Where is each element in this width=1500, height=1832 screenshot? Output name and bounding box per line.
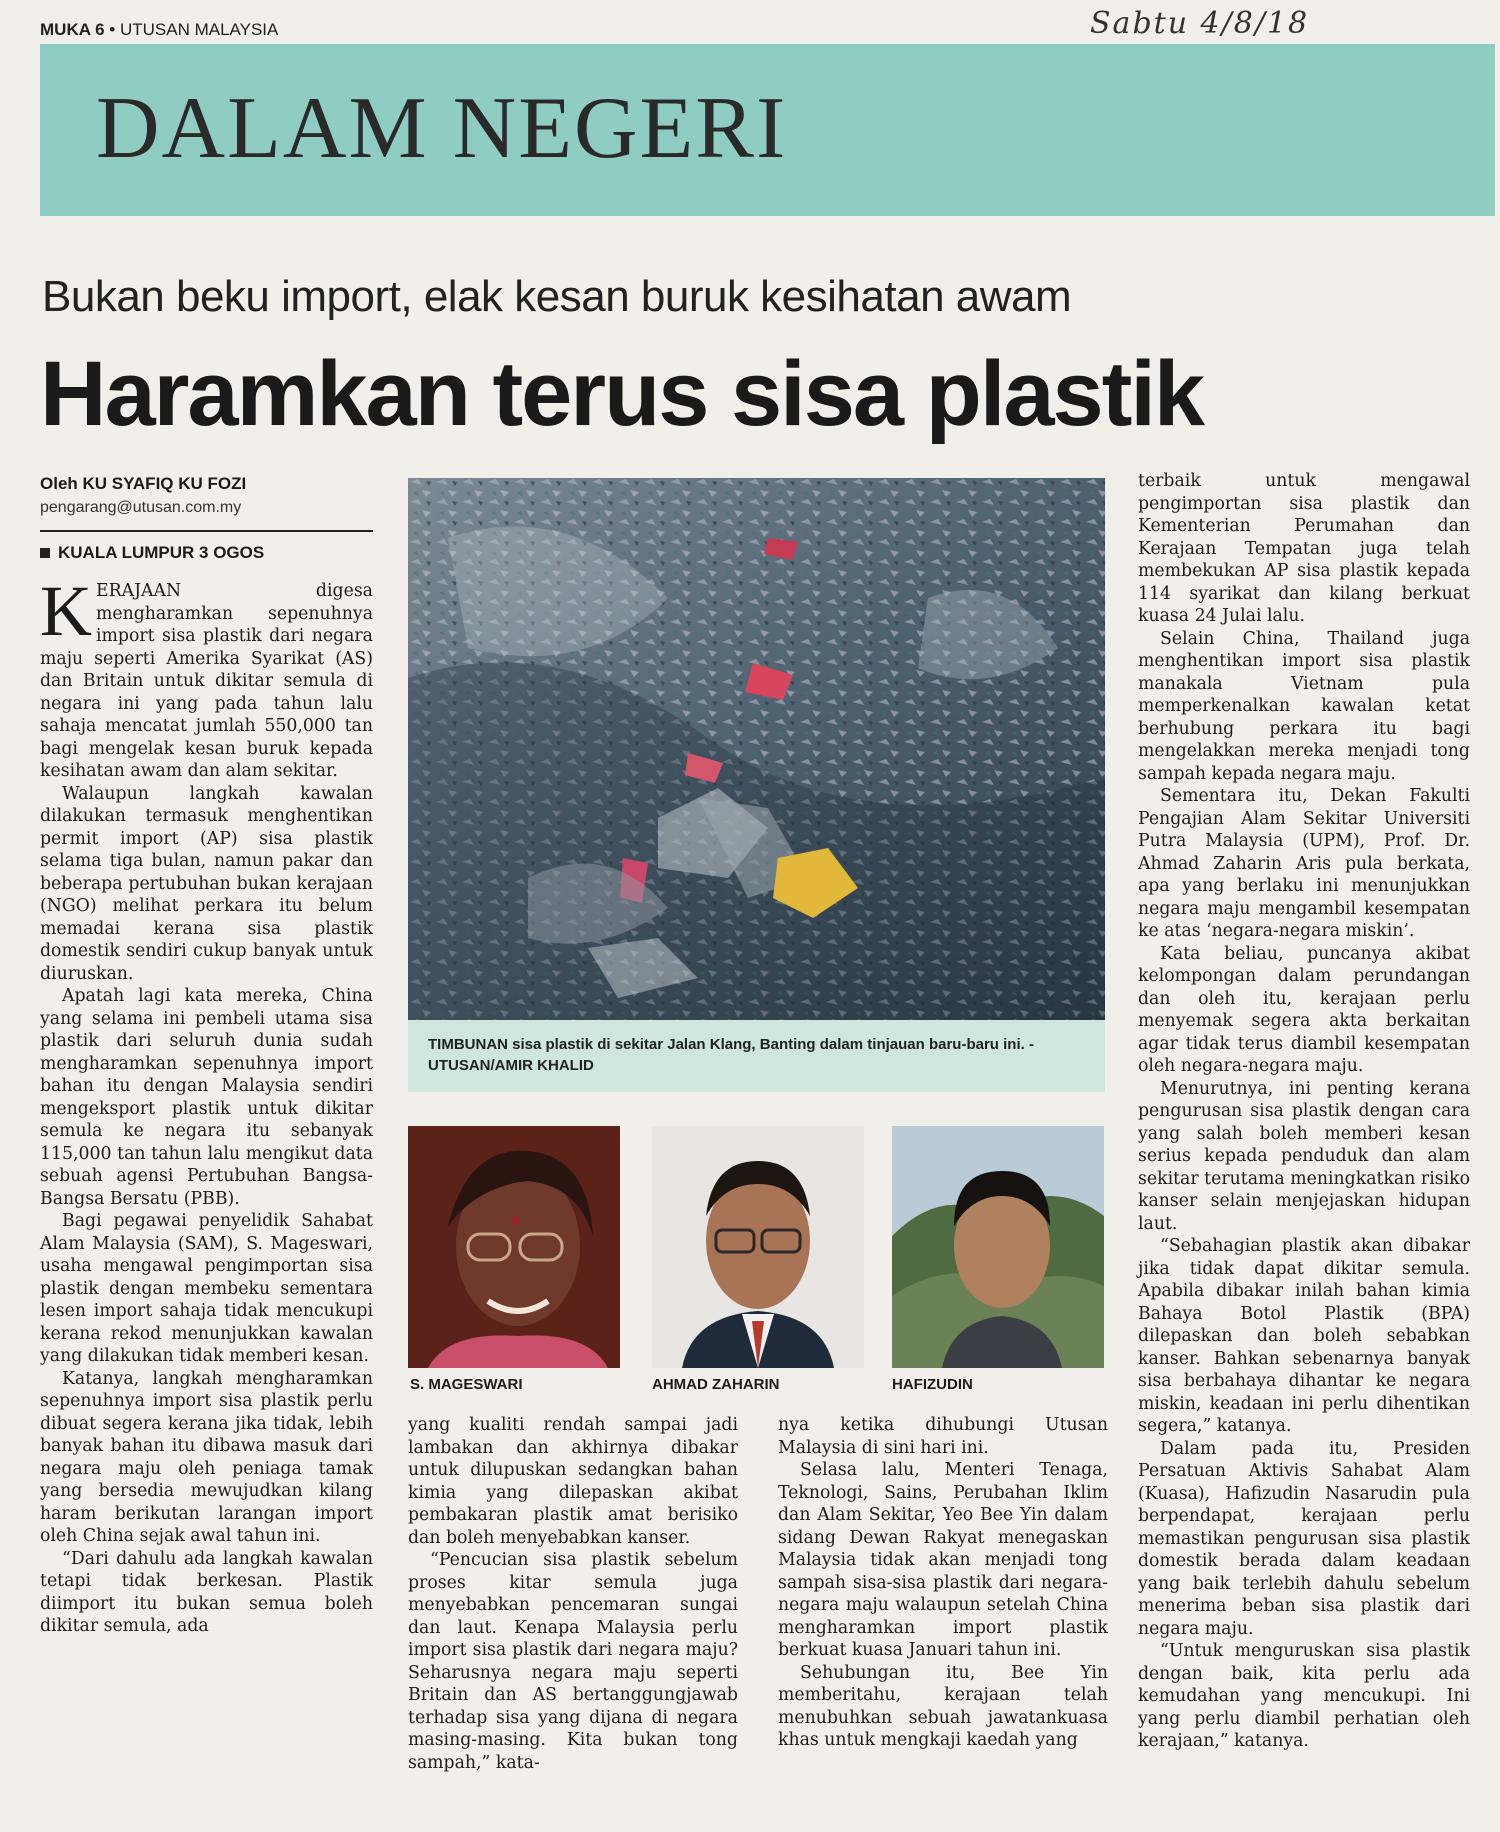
plastic-waste-photo	[408, 478, 1105, 1020]
handwritten-date: Sabtu 4/8/18	[1090, 6, 1310, 41]
author-email: pengarang@utusan.com.my	[40, 499, 242, 516]
article-column-1	[40, 571, 373, 1638]
page-number: MUKA 6	[40, 20, 105, 39]
paragraph: “Dari dahulu ada langkah kawalan tetapi tidak berkesan. Plastik diimport itu bukan semua boleh dikitar semula, ada	[40, 1548, 373, 1636]
byline: Oleh KU SYAFIQ KU FOZI	[40, 474, 247, 493]
portrait-ahmad-zaharin	[652, 1126, 864, 1368]
article-column-3	[778, 1414, 1108, 1752]
paragraph: nya ketika dihubungi Utusan Malaysia di sini hari ini.	[778, 1415, 1108, 1458]
dateline-text: KUALA LUMPUR 3 OGOS	[58, 543, 265, 562]
paragraph: Walaupun langkah kawalan dilakukan termasuk menghentikan permit import (AP) sisa plastik selama tiga bulan, namun pakar dan beberapa pertubuhan bukan kerajaan (NGO) melihat perkara itu belum memadai kerana sisa plastik domestik sendiri cukup banyak untuk diuruskan.	[40, 783, 373, 984]
paragraph: “Untuk menguruskan sisa plastik dengan baik, kita perlu ada kemudahan yang mencukupi. Ini yang perlu diambil perhatian oleh kerajaan,” katanya.	[1138, 1641, 1470, 1751]
portrait-name-mageswari: S. MAGESWARI	[410, 1376, 523, 1393]
byline-divider	[40, 530, 373, 532]
article-headline: Haramkan terus sisa plastik	[40, 343, 1204, 445]
paragraph: Apatah lagi kata mereka, China yang selama ini pembeli utama sisa plastik dari seluruh dunia sudah mengharamkan sepenuhnya import bahan itu dengan Malaysia sendiri mengeksport plastik untuk dikitar semula ke negara itu sebanyak 115,000 tan tahun lalu mengikut data sebuah agensi Pertubuhan Bangsa-Bangsa Bersatu (PBB).	[40, 986, 373, 1209]
article-column-2	[408, 1414, 738, 1774]
paragraph: Selasa lalu, Menteri Tenaga, Teknologi, Sains, Perubahan Iklim dan Alam Sekitar, Yeo Bee Yin dalam sidang Dewan Rakyat menegaskan Malaysia tidak akan menjadi tong sampah sisa-sisa plastik dari negara-negara maju walaupun setelah China mengharamkan import plastik berkuat kuasa Januari tahun ini.	[778, 1460, 1108, 1660]
paragraph: “Pencucian sisa plastik sebelum proses kitar semula juga menyebabkan pencemaran sungai dan laut. Kenapa Malaysia perlu import sisa plastik dari negara maju? Seharusnya negara maju seperti Britain dan AS bertanggungjawab terhadap sisa yang dijana di negara masing-masing. Kita bukan tong sampah,” kata-	[408, 1550, 738, 1773]
portrait-name-ahmad-zaharin: AHMAD ZAHARIN	[652, 1376, 780, 1393]
drop-cap: K	[40, 571, 92, 651]
dateline	[40, 543, 264, 563]
photo-caption: TIMBUNAN sisa plastik di sekitar Jalan Klang, Banting dalam tinjauan baru-baru ini. - UTUSAN/AMIR KHALID	[428, 1036, 1034, 1074]
masthead	[40, 20, 278, 40]
section-title: DALAM NEGERI	[96, 80, 788, 177]
paragraph: Sementara itu, Dekan Fakulti Pengajian Alam Sekitar Universiti Putra Malaysia (UPM), Prof. Dr. Ahmad Zaharin Aris pula berkata, apa yang berlaku ini menunjukkan negara maju mengambil kesempatan ke atas ‘negara-negara miskin’.	[1138, 786, 1470, 941]
portrait-name-hafizudin: HAFIZUDIN	[892, 1376, 973, 1393]
paragraph: Kata beliau, puncanya akibat kelompongan dalam perundangan dan oleh itu, kerajaan perlu menyemak segera akta berkaitan agar tidak terus diambil kesempatan oleh negara-negara maju.	[1138, 943, 1470, 1076]
paragraph	[40, 571, 373, 783]
article-column-4	[1138, 470, 1470, 1753]
article-subheadline: Bukan beku import, elak kesan buruk kesihatan awam	[42, 272, 1072, 321]
bullet-square-icon	[40, 548, 50, 558]
paragraph-text: ERAJAAN digesa mengharamkan sepenuhnya import sisa plastik dari negara maju seperti Amerika Syarikat (AS) dan Britain untuk dikitar semula di negara ini yang pada tahun lalu sahaja mencatat jumlah 550,000 tan bagi mengelak kesan buruk kepada kesihatan awam dan alam sekitar.	[40, 581, 373, 781]
paragraph: Selain China, Thailand juga menghentikan import sisa plastik manakala Vietnam pula memperkenalkan kawalan ketat berhubung perkara itu bagi mengelakkan mereka menjadi tong sampah kepada negara maju.	[1138, 628, 1470, 784]
paragraph: Menurutnya, ini penting kerana pengurusan sisa plastik dengan cara yang salah boleh memberi kesan serius kepada penduduk dan alam sekitar terutama meningkatkan risiko kanser selain menjejaskan hidupan laut.	[1138, 1078, 1470, 1234]
portrait-mageswari	[408, 1126, 620, 1368]
paragraph: “Sebahagian plastik akan dibakar jika tidak dapat dikitar semula. Apabila dibakar inilah bahan kimia Bahaya Botol Plastik (BPA) dilepaskan dan boleh sebabkan kanser. Bahkan sebenarnya banyak sisa berbahaya dihantar ke negara miskin, keadaan ini perlu dihentikan segera,” katanya.	[1138, 1236, 1470, 1436]
paragraph: Dalam pada itu, Presiden Persatuan Aktivis Sahabat Alam (Kuasa), Hafizudin Nasarudin pula berpendapat, kerajaan perlu memastikan pengurusan sisa plastik domestik berada dalam keadaan yang baik terlebih dahulu sebelum menerima beban sisa plastik dari negara maju.	[1138, 1438, 1470, 1639]
paragraph: terbaik untuk mengawal pengimportan sisa plastik dan Kementerian Perumahan dan Kerajaan Tempatan juga telah membekukan AP sisa plastik kepada 114 syarikat dan kilang berkuat kuasa 24 Julai lalu.	[1138, 471, 1470, 626]
publication-name: UTUSAN MALAYSIA	[119, 20, 279, 39]
paragraph: Bagi pegawai penyelidik Sahabat Alam Malaysia (SAM), S. Mageswari, usaha mengawal pengimportan sisa plastik dengan membeku sementara lesen import sahaja tidak mencukupi kerana rekod menunjukkan kawalan yang dilakukan tidak memberi kesan.	[40, 1211, 373, 1366]
paragraph: Katanya, langkah mengharamkan sepenuhnya import sisa plastik perlu dibuat segera kerana jika tidak, lebih banyak bahan itu dibawa masuk dari negara maju oleh peniaga tamak yang bersedia mewujudkan kilang haram berikutan larangan import oleh China sejak awal tahun ini.	[40, 1368, 373, 1546]
paragraph: yang kualiti rendah sampai jadi lambakan dan akhirnya dibakar untuk dilupuskan sedangkan bahan kimia yang dilepaskan akibat pembakaran plastik amat berisiko dan boleh menyebabkan kanser.	[408, 1415, 738, 1548]
portrait-hafizudin	[892, 1126, 1104, 1368]
paragraph: Sehubungan itu, Bee Yin memberitahu, kerajaan telah menubuhkan sebuah jawatankuasa khas untuk mengkaji kaedah yang	[778, 1662, 1108, 1750]
masthead-separator: •	[109, 20, 116, 39]
